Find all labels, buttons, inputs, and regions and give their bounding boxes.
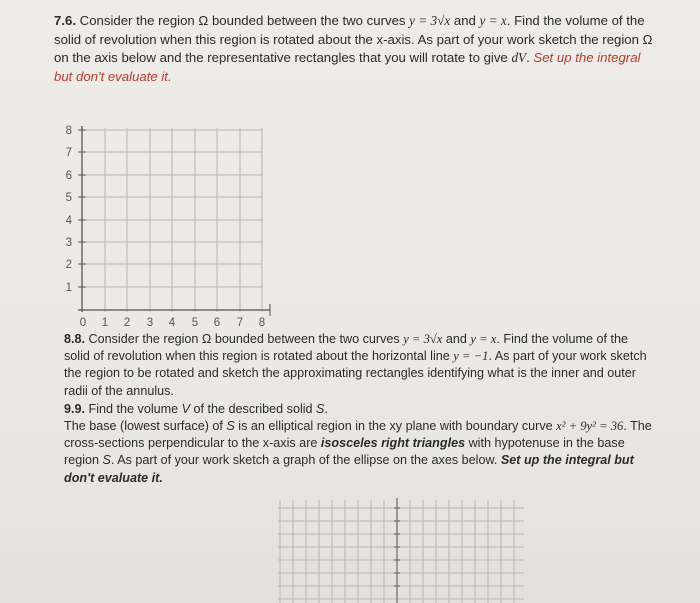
problem-number: 7.6. (54, 13, 76, 28)
x-tick-label: 6 (213, 317, 221, 329)
problem-text: . (324, 401, 328, 416)
problem-text: . As part of your work sketch the region to be rotated and sketch the approximating rectangles identifying what is the inner and outer radii of the annulus. (64, 349, 647, 398)
graph-gridlines (84, 128, 263, 312)
problem-text: of the described solid (190, 401, 317, 416)
graph-gridlines (278, 500, 524, 603)
y-tick-label: 5 (65, 192, 72, 204)
curve-sqrt: y = 3√x (403, 332, 443, 346)
problems-8-and-9 (64, 331, 654, 487)
problem-text: . Find the volume of the solid of revolution when this region is rotated about the horizontal line (64, 332, 628, 364)
problem-text: The base (lowest surface) of (64, 419, 227, 434)
problem-text: Consider the region Ω bounded between the two curves (79, 13, 410, 28)
solid-symbol: S (316, 401, 325, 416)
problem-text: and (450, 13, 480, 28)
problem-text: is an elliptical region in the xy plane with boundary curve (234, 419, 557, 434)
dv-symbol: dV (511, 50, 527, 65)
y-tick-label: 2 (65, 259, 72, 271)
problem-number: 8.8. (64, 332, 86, 346)
x-tick-labels (80, 317, 265, 329)
curve-line: y = x (470, 332, 497, 346)
cross-section-shape: isosceles right triangles (320, 436, 466, 451)
y-tick-label: 4 (65, 215, 72, 227)
x-tick-label: 3 (146, 317, 154, 329)
graph-7-axes (58, 120, 288, 332)
instruction-text: Set up the integral but don't evaluate it. (54, 50, 641, 84)
problem-text: . Find the volume of the solid of revolution when this region is rotated about the x-axis. As part of your work sketch the region Ω on the axis below and the representative rectangles that you will rotate to give (54, 13, 653, 65)
problem-text: Find the volume (88, 401, 182, 416)
ellipse-equation: x² + 9y² = 36 (556, 419, 624, 434)
x-tick-label: 0 (79, 317, 87, 329)
problem-8-8 (64, 331, 654, 400)
problem-text: . (526, 50, 534, 65)
problem-text: . As part of your work sketch a graph of the ellipse on the axes below. (110, 453, 501, 468)
y-tick-labels (66, 125, 73, 294)
problem-9-9 (64, 401, 654, 418)
problem-7-6 (54, 12, 654, 86)
problem-text: . The cross-sections perpendicular to the x-axis are (64, 419, 652, 451)
x-tick-label: 2 (123, 317, 131, 329)
rotation-line: y = −1 (453, 349, 489, 364)
solid-symbol: S (226, 419, 235, 434)
y-tick-label: 1 (65, 282, 72, 294)
x-tick-label: 7 (236, 317, 244, 329)
instruction-text: Set up the integral but don't evaluate it. (64, 453, 634, 485)
x-tick-label: 4 (168, 317, 176, 329)
y-tick-label: 8 (65, 125, 72, 137)
y-tick-label: 7 (65, 147, 72, 159)
problem-text: Consider the region Ω bounded between the two curves (88, 332, 404, 346)
curve-line: y = x (479, 13, 507, 28)
y-tick-label: 6 (65, 170, 72, 182)
x-tick-label: 5 (191, 317, 199, 329)
solid-symbol: S (102, 453, 111, 468)
x-tick-label: 1 (101, 317, 109, 329)
y-tick-label: 3 (65, 237, 72, 249)
volume-symbol: V (181, 401, 191, 416)
problem-text: with hypotenuse in the base region (64, 436, 625, 468)
problem-number: 9.9. (64, 401, 86, 416)
curve-sqrt: y = 3√x (409, 13, 451, 28)
problem-9-description (64, 418, 654, 487)
problem-text: and (442, 332, 471, 346)
graph-9-axes (270, 496, 532, 603)
x-tick-label: 8 (258, 317, 266, 329)
